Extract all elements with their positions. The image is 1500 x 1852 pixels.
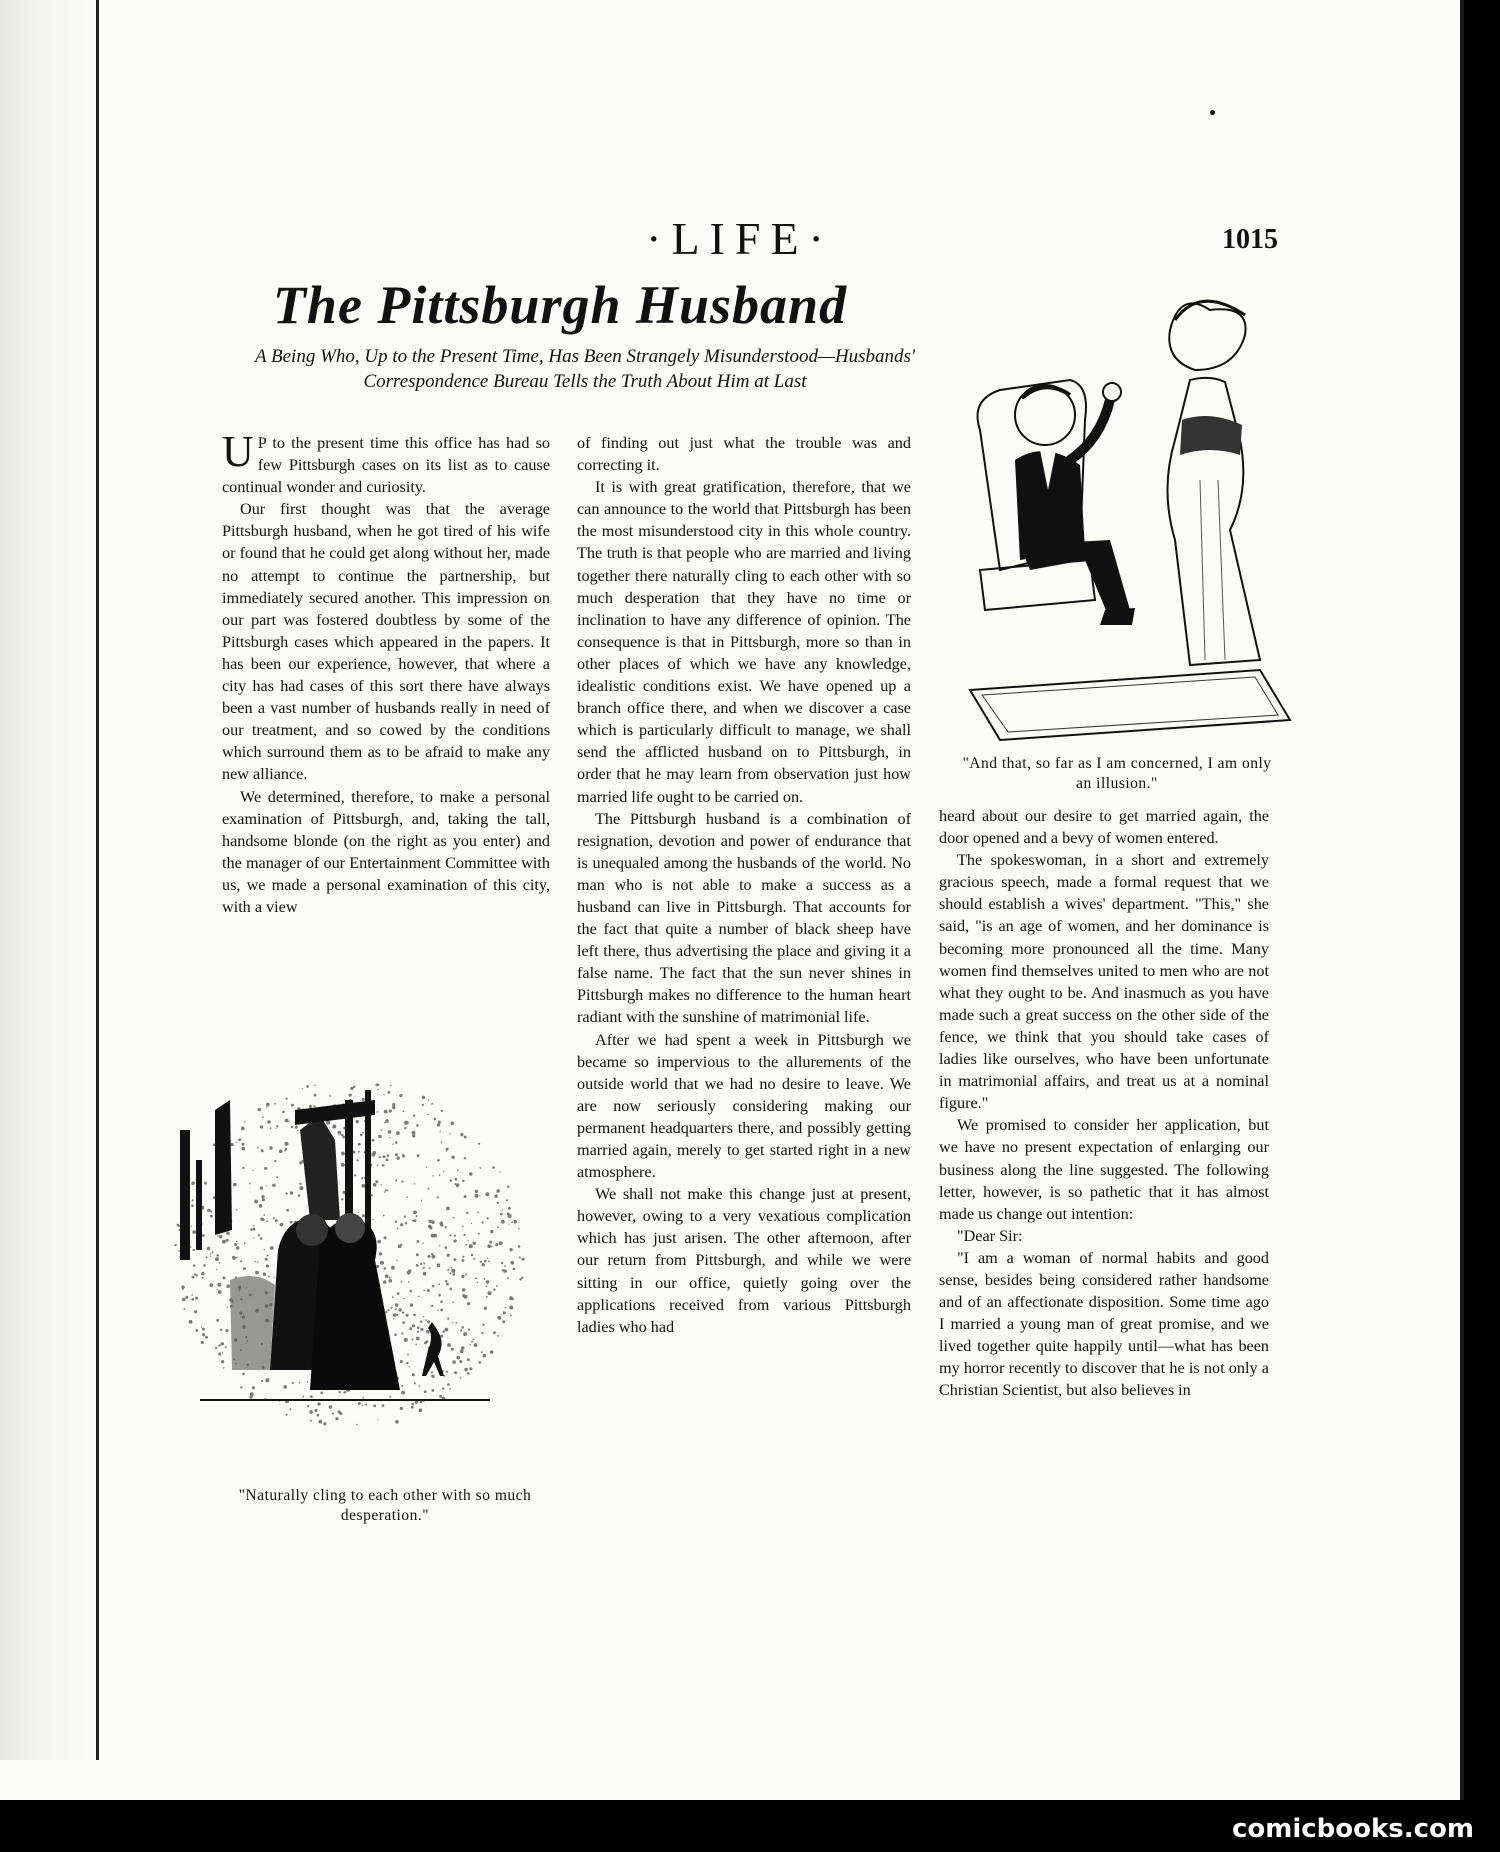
husband-and-wife-illustration: [960, 290, 1310, 750]
page-number: 1015: [1222, 224, 1278, 255]
pittsburgh-couple-illustration: [160, 1070, 540, 1450]
magazine-masthead: ·LIFE·: [646, 213, 834, 264]
paragraph: It is with great gratification, therefore, that we can announce to the world that Pittsburgh has been the most misunderstood city in this whole country. The truth is that people who are married and living together there naturally cling to each other with so much desperation that they have no time or inclination to have any difference of opinion. The consequence is that in Pittsburgh, more so than in other places of which we have any knowledge, idealistic conditions exist. We have opened up a branch office there, and when we discover a case which is particularly difficult to manage, we shall send the afflicted husband on to Pittsburgh, in order that he may learn from observation just how married life ought to be carried on.: [577, 478, 911, 806]
article-column-3: [939, 805, 1269, 1402]
paragraph: We promised to consider her application, but we have no present expectation of enlarging our business along the line suggested. The following letter, however, is so pathetic that it has almost made us change out intention:: [939, 1116, 1269, 1223]
source-watermark: comicbooks.com: [1231, 1814, 1474, 1844]
paragraph: The spokeswoman, in a short and extremely gracious speech, made a formal request that we should establish a wives' department. "This," she said, "is an age of women, and her dominance is becoming more pronounced all the time. Many women find themselves united to men who are not what they ought to be. And inasmuch as you have made such a great success on the other side of the fence, we think that you should take cases of ladies like ourselves, who have been unfortunate in matrimonial affairs, and treat us at a nominal figure.": [939, 851, 1269, 1113]
paragraph: The Pittsburgh husband is a combination of resignation, devotion and power of endurance that is unequaled among the husbands of the world. No man who is not able to make a success as a husband can live in Pittsburgh. That accounts for the fact that quite a number of black sheep have left there, thus advertising the place and giving it a false name. The fact that the sun never shines in Pittsburgh makes no difference to the human heart radiant with the sunshine of matrimonial life.: [577, 809, 911, 1027]
illustration-caption-bottom-left: "Naturally cling to each other with so much desperation.": [238, 1487, 532, 1524]
article-subtitle: A Being Who, Up to the Present Time, Has Been Strangely Misunderstood—Husbands' Correspondence Bureau Tells the Truth About Him at Last: [254, 346, 916, 392]
paragraph: After we had spent a week in Pittsburgh we became so impervious to the allurements of the outside world that we had no desire to leave. We are now seriously considering making our permanent headquarters there, and possibly getting married again, merely to get started right in a new atmosphere.: [577, 1030, 911, 1182]
paragraph: We determined, therefore, to make a personal examination of Pittsburgh, and, taking the tall, handsome blonde (on the right as you enter) and the manager of our Entertainment Committee with us, we made a personal examination of this city, with a view: [222, 787, 550, 916]
paragraph: heard about our desire to get married again, the door opened and a bevy of women entered.: [939, 807, 1269, 848]
illustration-caption-top-right: "And that, so far as I am concerned, I am only an illusion.": [962, 755, 1272, 792]
paragraph: of finding out just what the trouble was and correcting it.: [577, 434, 911, 475]
article-column-1: [222, 427, 550, 918]
drop-cap: U: [222, 427, 254, 476]
paragraph: Our first thought was that the average Pittsburgh husband, when he got tired of his wife or found that he could get along without her, made no attempt to continue the partnership, but immediately secured another. This impression on our part was fostered doubtless by some of the Pittsburgh cases which appeared in the papers. It has been our experience, however, that where a city has had cases of this sort there have always been a vast number of husbands really in need of our treatment, and so cowed by the conditions which surround them as to be afraid to make any new alliance.: [222, 500, 550, 784]
page-binding-edge: [0, 0, 99, 1760]
paragraph: We shall not make this change just at present, however, owing to a very vexatious complication which has just arisen. The other afternoon, after our return from Pittsburgh, and while we were sitting in our office, quietly going over the applications received from various Pittsburgh ladies who had: [577, 1185, 911, 1336]
article-column-2: [577, 432, 911, 1338]
letter-paragraph: "I am a woman of normal habits and good sense, besides being considered rather handsome and of an affectionate disposition. Some time ago I married a young man of great promise, and we lived together quite happily until—what has been my horror recently to discover that he is not only a Christian Scientist, but also believes in: [939, 1248, 1269, 1400]
speck: [1210, 110, 1215, 115]
paragraph: U P to the present time this office has had so few Pittsburgh cases on its list as to cause continual wonder and curiosity.: [222, 427, 550, 497]
paragraph: "Dear Sir:: [957, 1226, 1023, 1245]
article-title: The Pittsburgh Husband: [272, 275, 848, 335]
